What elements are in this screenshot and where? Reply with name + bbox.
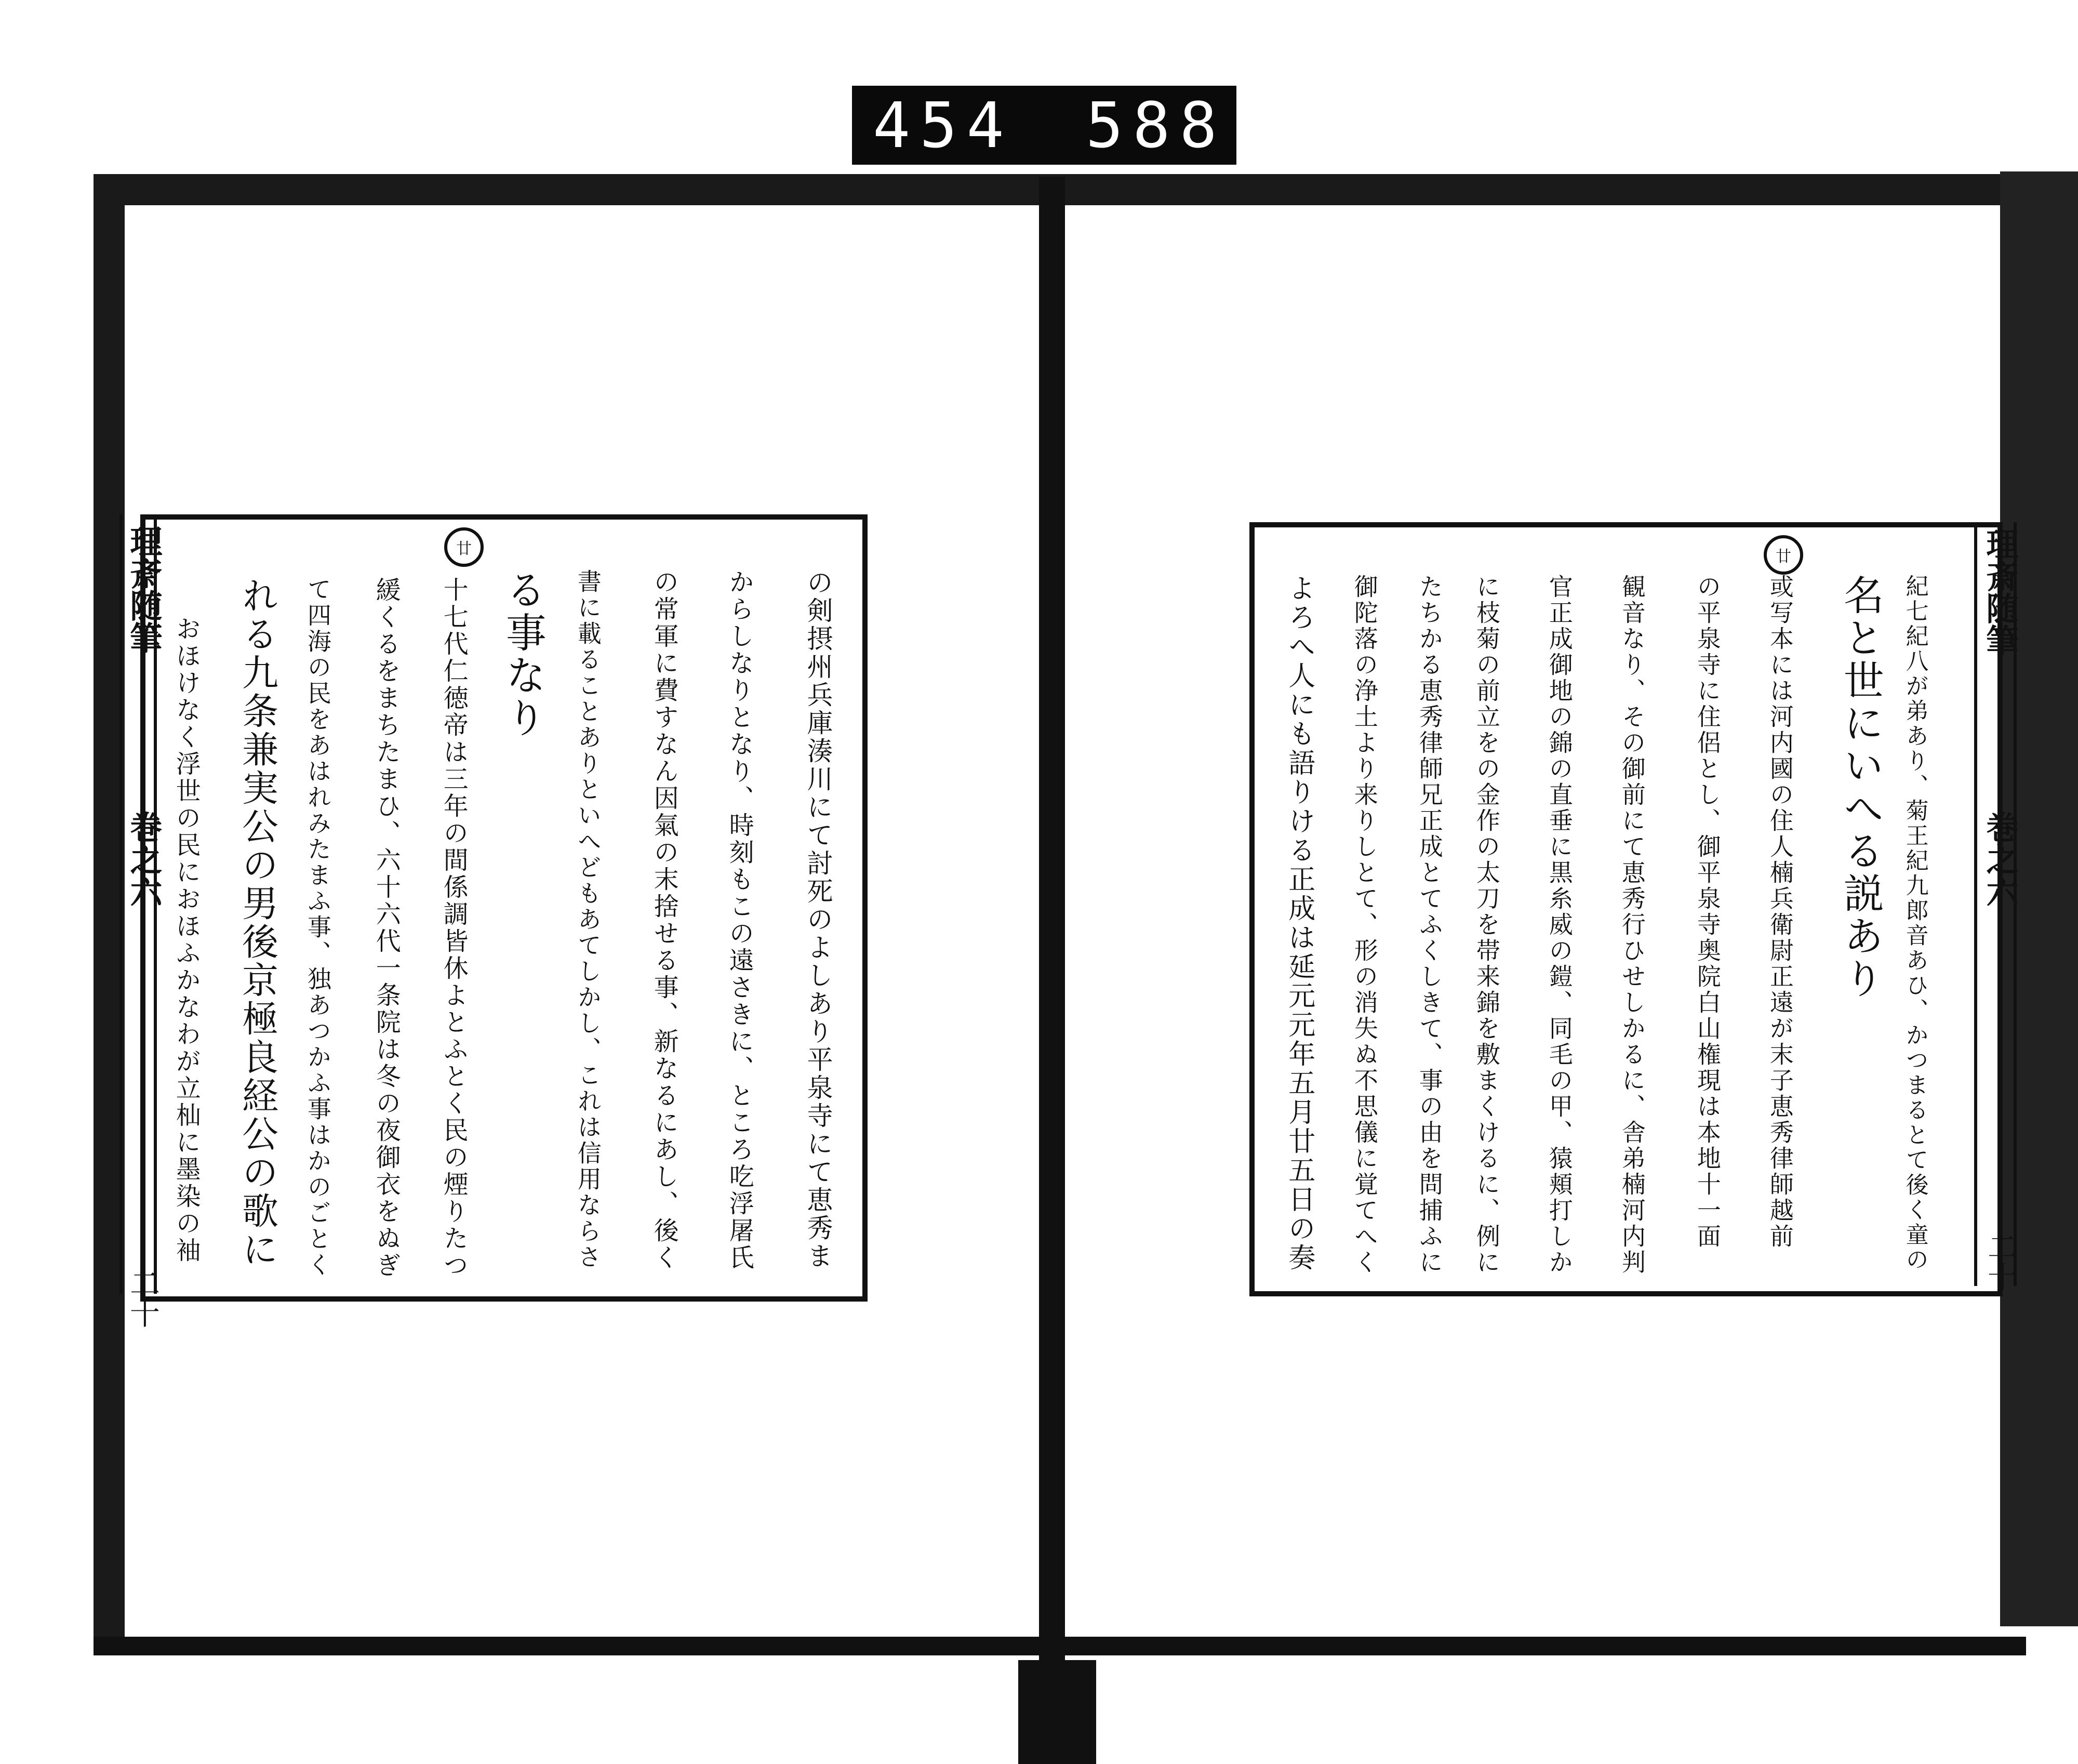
- right-line-7: に枝菊の前立をの金作の太刀を帯来錦を敷まくけるに、例に: [1472, 574, 1501, 1276]
- left-folio: 二十: [125, 1268, 160, 1328]
- left-volume-label: 巻之六: [125, 811, 163, 907]
- left-line-10: おほけなく浮世の民におほふかなわが立杣に墨染の袖: [171, 616, 201, 1264]
- right-folio: 二十: [1982, 1231, 2018, 1292]
- left-running-title: 理斎随筆: [125, 525, 163, 654]
- book-edge-bottom-right: [1065, 1637, 2026, 1655]
- call-number-right: 588.: [1086, 90, 1273, 162]
- right-volume-label: 巻之六: [1981, 811, 2019, 907]
- left-line-9: れる九条兼実公の男後京極良経公の歌に: [236, 577, 279, 1269]
- left-line-3: の常軍に費すなん因氣の末捨せる事、新なるにあし、後く: [649, 569, 679, 1271]
- left-line-7: 緩くるをまちたまひ、六十六代一条院は冬の夜御衣をぬぎ: [371, 577, 401, 1279]
- left-line-8: て四海の民をあはれみたまふ事、独あつかふ事はかのごとく: [303, 577, 332, 1278]
- right-line-5: 観音なり、その御前にて恵秀行ひせしかるに、舎弟楠河内判: [1618, 574, 1646, 1276]
- left-line-2: からしなりとなり、時刻もこの遠さきに、ところ吃浮屠氏: [725, 569, 754, 1271]
- book-spine-bottom: [1018, 1660, 1096, 1764]
- right-line-2: 名と世にいへる説あり: [1836, 574, 1884, 1000]
- right-line-3: 或写本には河内國の住人楠兵衛尉正遠が末子恵秀律師越前: [1766, 574, 1794, 1250]
- call-number-plate: [852, 86, 1273, 165]
- book-edge-bottom-left: [94, 1637, 1039, 1655]
- right-line-8: たちかる恵秀律師兄正成とてふくしきて、事の由を問捕ふに: [1415, 574, 1444, 1276]
- right-running-title: 理斎随筆: [1981, 527, 2019, 656]
- left-line-5: る事なり: [499, 569, 546, 739]
- right-line-4: の平泉寺に住侶とし、御平泉寺奥院白山権現は本地十一面: [1693, 574, 1722, 1250]
- left-line-1: の剣摂州兵庫湊川にて討死のよしあり平泉寺にて恵秀ま: [803, 569, 833, 1270]
- left-line-4: 書に載ることありといへどもあてしかし、これは信用ならさ: [574, 569, 602, 1270]
- left-page-mark: 廿: [444, 527, 484, 567]
- right-page-mark: 廿: [1764, 535, 1803, 575]
- right-line-6: 官正成御地の錦の直垂に黒糸威の鎧、同毛の甲、猿頬打しか: [1545, 574, 1574, 1276]
- book-gutter: [1039, 177, 1065, 1764]
- right-line-10: よろへ人にも語りける正成は延元元年五月廿五日の奏: [1283, 574, 1315, 1272]
- right-line-9: 御陀落の浄土より来りしとて、形の消失ぬ不思儀に覚てへく: [1350, 574, 1379, 1276]
- book-edge-top: [94, 174, 2047, 205]
- call-number-left: 454: [873, 90, 1014, 162]
- left-line-6: 十七代仁徳帝は三年の間係調皆休よとふとく民の煙りたつ: [439, 577, 469, 1279]
- right-line-1: 紀七紀八が弟あり、菊王紀九郎音あひ、かつまるとて後く童の: [1901, 574, 1928, 1272]
